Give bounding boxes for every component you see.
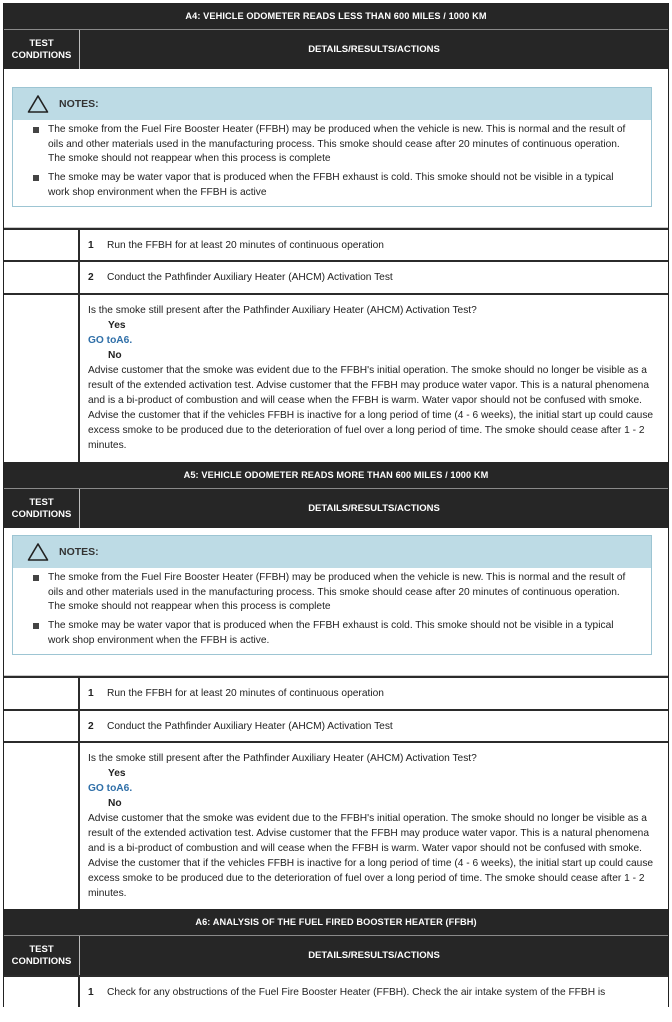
question-text: Is the smoke still present after the Pathfinder Auxiliary Heater (AHCM) Activation Test? [88,305,477,316]
notes-list [13,568,651,654]
step-number: 1 [88,986,94,998]
notes-row [4,69,668,228]
goto-a6-link[interactable]: GO toA6. [88,335,133,346]
details-header: DETAILS/RESULTS/ACTIONS [308,950,440,961]
step-row [4,975,668,1007]
yes-label: Yes [108,768,126,779]
section-title-a6: A6: ANALYSIS OF THE FUEL FIRED BOOSTER HEATER (FFBH) [4,909,668,935]
details-header: DETAILS/RESULTS/ACTIONS [308,503,440,514]
step-number: 2 [88,720,94,732]
advice-text: Advise customer that the smoke was evident due to the FFBH's initial operation. The smoke should no longer be visible as a result of the extended activation test. Advise customer that the FFBH may produce water vapor. This is a natural phenomena and is a bi-product of combustion and will cease when the FFBH is warm. Water vapor should not be confused with smoke. Advise the customer that if the vehicles FFBH is inactive for a long period of time (4 - 6 weeks), the initial start up could cause excess smoke to be produced due to the deterioration of fuel over a long period of time. The smoke should cease after 1 - 2 minutes. [88,365,654,451]
step-text: Conduct the Pathfinder Auxiliary Heater (AHCM) Activation Test [107,720,393,732]
note-item: The smoke may be water vapor that is produced when the FFBH exhaust is cold. This smoke should not be visible in a typical work shop environment when the FFBH is active. [48,619,631,648]
section-title-a4: A4: VEHICLE ODOMETER READS LESS THAN 600 MILES / 1000 KM [4,3,668,29]
goto-a6-link[interactable]: GO toA6. [88,783,133,794]
step-text: Run the FFBH for at least 20 minutes of continuous operation [107,239,384,251]
test-conditions-header: TEST CONDITIONS [4,936,80,975]
advice-text: Advise customer that the smoke was evident due to the FFBH's initial operation. The smoke should no longer be visible as a result of the extended activation test. Advise customer that the FFBH may produce water vapor. This is a natural phenomena and is a bi-product of combustion and will cease when the FFBH is warm. Water vapor should not be confused with smoke. Advise the customer that if the vehicles FFBH is inactive for a long period of time (4 - 6 weeks), the initial start up could cause excess smoke to be produced due to the deterioration of fuel over a long period of time. The smoke should cease after 1 - 2 minutes. [88,813,654,899]
notes-label: NOTES: [59,546,99,558]
note-item: The smoke from the Fuel Fire Booster Heater (FFBH) may be produced when the vehicle is new. This is normal and the result of oils and other materials used in the manufacturing process. This smoke should cease after 20 minutes of continuous operation. The smoke should not reappear when this process is complete [48,571,631,615]
notes-list [13,120,651,206]
column-header [4,29,668,69]
notes-box [12,535,652,655]
yes-label: Yes [108,320,126,331]
question-text: Is the smoke still present after the Pathfinder Auxiliary Heater (AHCM) Activation Test? [88,753,477,764]
notes-label: NOTES: [59,98,99,110]
step-text: Check for any obstructions of the Fuel Fire Booster Heater (FFBH). Check the air intake system of the FFBH is [107,986,606,998]
step-row [4,260,668,293]
warning-triangle-icon [27,94,49,114]
notes-header [13,88,651,120]
test-conditions-header: TEST CONDITIONS [4,489,80,528]
details-header: DETAILS/RESULTS/ACTIONS [308,44,440,55]
warning-triangle-icon [27,542,49,562]
diagnostic-table [3,3,669,1007]
section-title-a5: A5: VEHICLE ODOMETER READS MORE THAN 600 MILES / 1000 KM [4,462,668,488]
no-label: No [108,350,122,361]
notes-row [4,528,668,676]
note-item: The smoke from the Fuel Fire Booster Heater (FFBH) may be produced when the vehicle is new. This is normal and the result of oils and other materials used in the manufacturing process. This smoke should cease after 20 minutes of continuous operation. The smoke should not reappear when this process is complete [48,123,631,167]
step-text: Conduct the Pathfinder Auxiliary Heater (AHCM) Activation Test [107,272,393,283]
column-header [4,488,668,528]
step-number: 1 [88,688,94,699]
note-item: The smoke may be water vapor that is produced when the FFBH exhaust is cold. This smoke should not be visible in a typical work shop environment when the FFBH is active [48,171,631,200]
notes-box [12,87,652,207]
result-row [4,293,668,462]
step-row [4,676,668,709]
step-number: 2 [88,272,94,283]
column-header [4,935,668,975]
step-number: 1 [88,239,94,251]
step-text: Run the FFBH for at least 20 minutes of continuous operation [107,688,384,699]
result-row [4,741,668,909]
test-conditions-header: TEST CONDITIONS [4,30,80,69]
notes-header [13,536,651,568]
step-row [4,228,668,260]
step-row [4,709,668,741]
no-label: No [108,798,122,809]
